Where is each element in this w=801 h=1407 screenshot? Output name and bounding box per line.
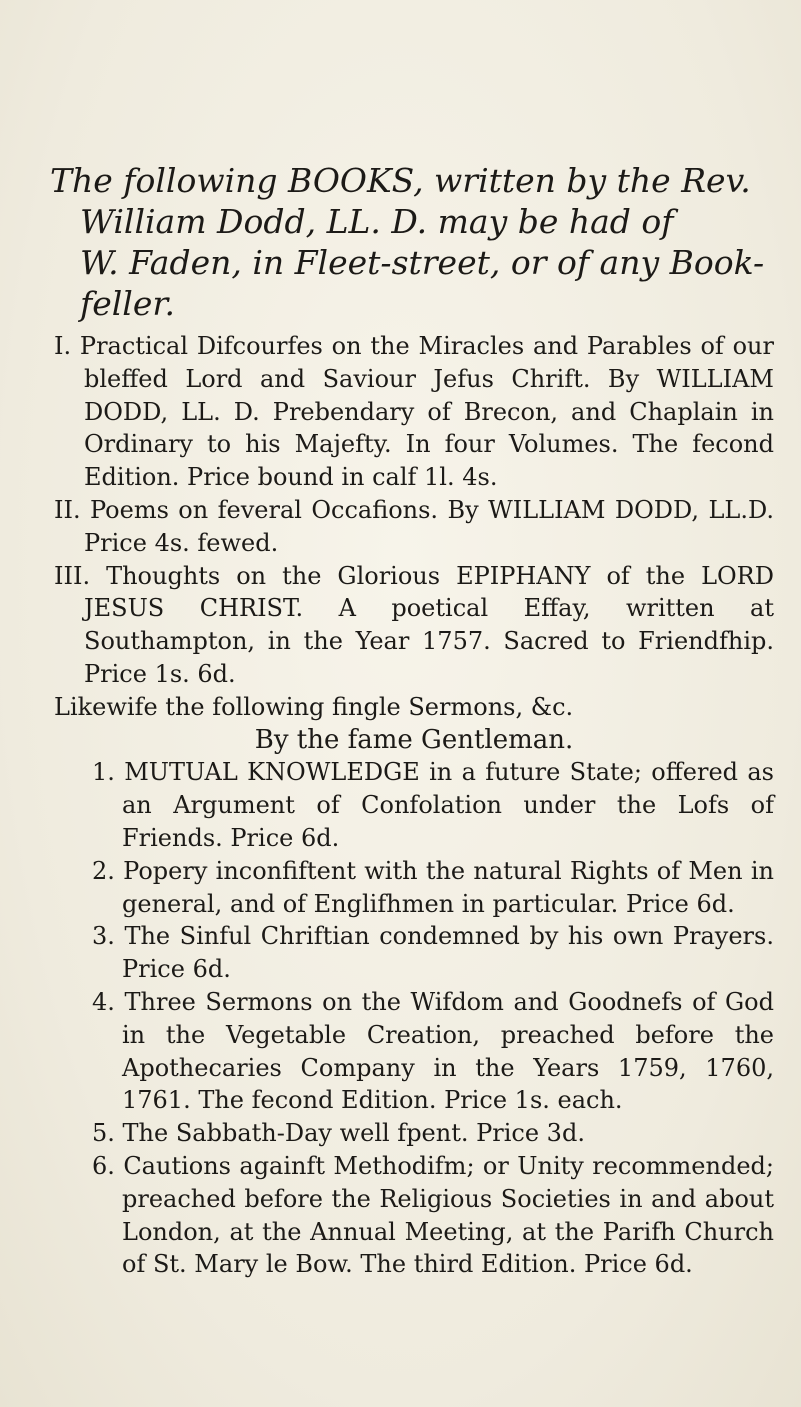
entry-number: III. — [54, 561, 91, 590]
entry-number: 1. — [92, 758, 115, 787]
book-list — [54, 330, 774, 1281]
book-entry — [54, 330, 774, 494]
entry-text: The Sabbath-Day well fpent. Price 3d. — [122, 1119, 585, 1148]
heading-line-1: The following BOOKS, written by the Rev. — [50, 161, 751, 200]
entry-text: MUTUAL KNOWLEDGE in a future State; offered as an Argument of Confolation under the Lofs of Friends. Price 6d. — [122, 758, 774, 852]
entry-text: Popery inconfiftent with the natural Rights of Men in general, and of Englifhmen in particular. Price 6d. — [122, 856, 774, 918]
advertisement-heading — [50, 160, 770, 324]
entry-text: Thoughts on the Glorious EPIPHANY of the LORD JESUS CHRIST. A poetical Effay, written at Southampton, in the Year 1757. Sacred to Friendfhip. Price 1s. 6d. — [84, 561, 774, 688]
sermon-entry — [54, 920, 774, 986]
heading-line-4: feller. — [80, 284, 176, 323]
entry-text: Cautions againft Methodifm; or Unity recommended; preached before the Religious Societies in and about London, at the Annual Meeting, at the Parifh Church of St. Mary le Bow. The third Edition. Price 6d. — [122, 1151, 774, 1279]
entry-number: 3. — [92, 922, 115, 951]
sermons-byline: By the fame Gentleman. — [254, 724, 574, 755]
entry-text: Practical Difcourfes on the Miracles and Parables of our bleffed Lord and Saviour Jefus Chrift. By WILLIAM DODD, LL. D. Prebendary of Brecon, and Chaplain in Ordinary to his Majefty. In four Volumes. The fecond Edition. Price bound in calf 1l. 4s. — [79, 332, 774, 492]
entry-number: 2. — [92, 856, 115, 885]
sermon-entry — [54, 986, 774, 1117]
entry-number: 4. — [92, 987, 115, 1016]
entry-text: Poems on feveral Occafions. By WILLIAM DODD, LL.D. Price 4s. fewed. — [84, 495, 774, 557]
entry-text: The Sinful Chriftian condemned by his own Prayers. Price 6d. — [122, 922, 774, 984]
heading-line-2: William Dodd, LL. D. may be had of — [80, 202, 674, 241]
entry-number: 6. — [92, 1151, 115, 1180]
book-entry — [54, 494, 774, 560]
sermon-entry — [54, 1117, 774, 1150]
sermon-entry — [54, 855, 774, 921]
sermons-intro: Likewife the following fingle Sermons, &c. — [54, 692, 574, 721]
heading-line-3: W. Faden, in Fleet-street, or of any Book- — [80, 243, 765, 282]
sermon-entry — [54, 756, 774, 854]
book-entry — [54, 560, 774, 691]
entry-number: II. — [54, 495, 81, 524]
sermon-entry — [54, 1150, 774, 1281]
entry-text: Three Sermons on the Wifdom and Goodnefs of God in the Vegetable Creation, preached before the Apothecaries Company in the Years 1759, 1760, 1761. The fecond Edition. Price 1s. each. — [122, 987, 774, 1115]
entry-number: I. — [54, 332, 72, 360]
entry-number: 5. — [92, 1119, 115, 1148]
